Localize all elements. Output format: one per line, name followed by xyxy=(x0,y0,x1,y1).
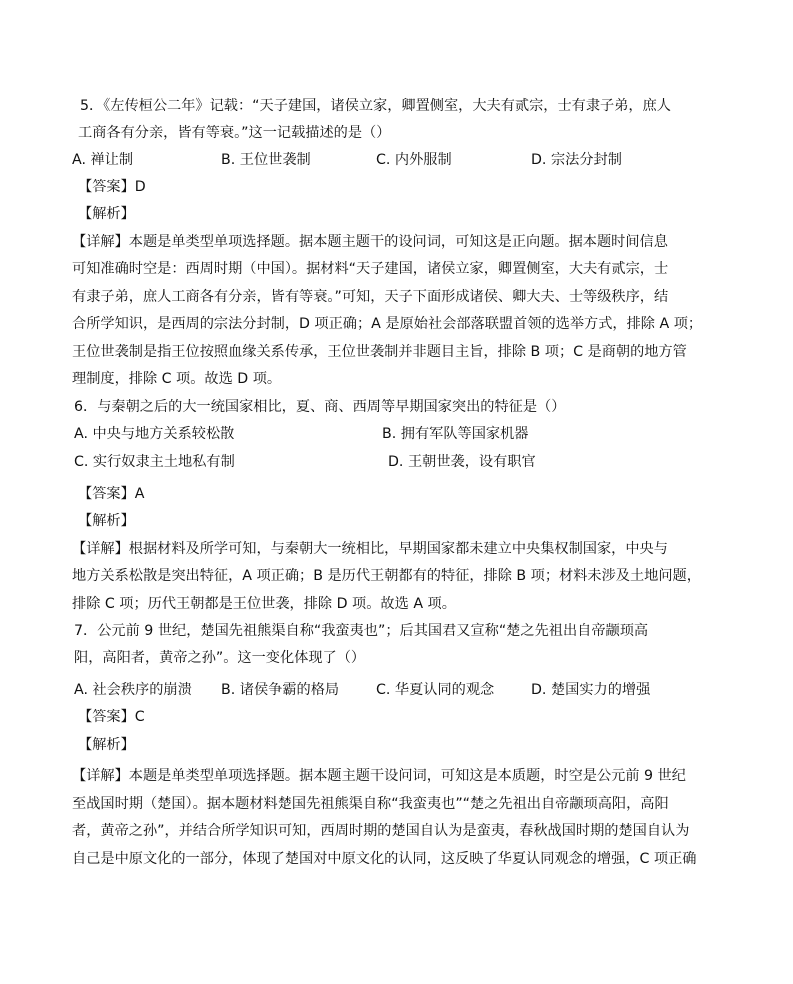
question-6-option-c: C. 实行奴隶主土地私有制 xyxy=(74,454,235,470)
question-5-option-c: C. 内外服制 xyxy=(376,152,452,168)
question-5-detail-line: 合所学知识，是西周的宗法分封制，D 项正确；A 是原始社会部落联盟首领的选举方式，排除 A 项； xyxy=(72,316,703,332)
question-7-detail-line: 者，黄帝之孙”，并结合所学知识可知，西周时期的楚国自认为是蛮夷，春秋战国时期的楚国自认为 xyxy=(72,823,690,839)
question-5-detail-line: 【详解】本题是单类型单项选择题。据本题主题干的设问词，可知这是正向题。据本题时间信息 xyxy=(72,234,668,250)
question-6-stem-line-1: 6．与秦朝之后的大一统国家相比，夏、商、西周等早期国家突出的特征是（） xyxy=(74,399,566,415)
question-6-option-d: D. 王朝世袭，设有职官 xyxy=(388,454,536,470)
question-7-option-a: A. 社会秩序的崩溃 xyxy=(74,682,192,698)
question-7-detail-line: 至战国时期（楚国）。据本题材料楚国先祖熊渠自称“我蛮夷也”“楚之先祖出自帝颛顼高阳，高阳 xyxy=(72,796,669,812)
question-7-detail-line: 自己是中原文化的一部分，体现了楚国对中原文化的认同，这反映了华夏认同观念的增强，C 项正确 xyxy=(72,851,697,867)
question-7-option-c: C. 华夏认同的观念 xyxy=(376,682,495,698)
question-6-analysis-label: 【解析】 xyxy=(78,513,135,529)
question-7-stem-line-1: 7．公元前 9 世纪，楚国先祖熊渠自称“我蛮夷也”；后其国君又宣称“楚之先祖出自帝颛顼高 xyxy=(74,623,649,639)
question-6-detail-line: 排除 C 项；历代王朝都是王位世袭，排除 D 项。故选 A 项。 xyxy=(72,596,456,612)
question-5-detail-line: 理制度，排除 C 项。故选 D 项。 xyxy=(72,371,282,387)
question-6-option-b: B. 拥有军队等国家机器 xyxy=(382,426,529,442)
question-5-answer: 【答案】D xyxy=(78,179,146,195)
question-7-option-b: B. 诸侯争霸的格局 xyxy=(221,682,340,698)
question-7-option-d: D. 楚国实力的增强 xyxy=(531,682,651,698)
question-5-detail-line: 可知准确时空是：西周时期（中国）。据材料“天子建国，诸侯立家，卿置侧室，大夫有贰宗，士 xyxy=(72,261,669,277)
question-5-stem-line-2: 工商各有分亲，皆有等衰。”这一记载描述的是（） xyxy=(78,125,391,141)
question-5-option-d: D. 宗法分封制 xyxy=(531,152,622,168)
question-5-option-b: B. 王位世袭制 xyxy=(221,152,311,168)
question-5-detail-line: 王位世袭制是指王位按照血缘关系传承，王位世袭制并非题目主旨，排除 B 项；C 是商朝的地方管 xyxy=(72,344,687,360)
question-7-detail-line: 【详解】本题是单类型单项选择题。据本题主题干设问词，可知这是本质题，时空是公元前 9 世纪 xyxy=(72,768,686,784)
question-6-answer: 【答案】A xyxy=(78,486,145,502)
question-7-analysis-label: 【解析】 xyxy=(78,737,135,753)
question-6-detail-line: 地方关系松散是突出特征，A 项正确；B 是历代王朝都有的特征，排除 B 项；材料未涉及土地问题， xyxy=(72,568,701,584)
question-5-detail-line: 有隶子弟，庶人工商各有分亲，皆有等衰。”可知，天子下面形成诸侯、卿大夫、士等级秩序，结 xyxy=(72,289,669,305)
question-5-option-a: A. 禅让制 xyxy=(72,152,134,168)
question-6-option-a: A. 中央与地方关系较松散 xyxy=(74,426,235,442)
question-7-answer: 【答案】C xyxy=(78,709,145,725)
question-7-stem-line-2: 阳，高阳者，黄帝之孙”。这一变化体现了（） xyxy=(74,650,366,666)
question-5-stem-line-1: 5．《左传桓公二年》记载：“天子建国，诸侯立家，卿置侧室，大夫有贰宗，士有隶子弟，庶人 xyxy=(80,98,671,114)
question-5-analysis-label: 【解析】 xyxy=(78,206,135,222)
question-6-detail-line: 【详解】根据材料及所学可知，与秦朝大一统相比，早期国家都未建立中央集权制国家，中央与 xyxy=(72,541,668,557)
